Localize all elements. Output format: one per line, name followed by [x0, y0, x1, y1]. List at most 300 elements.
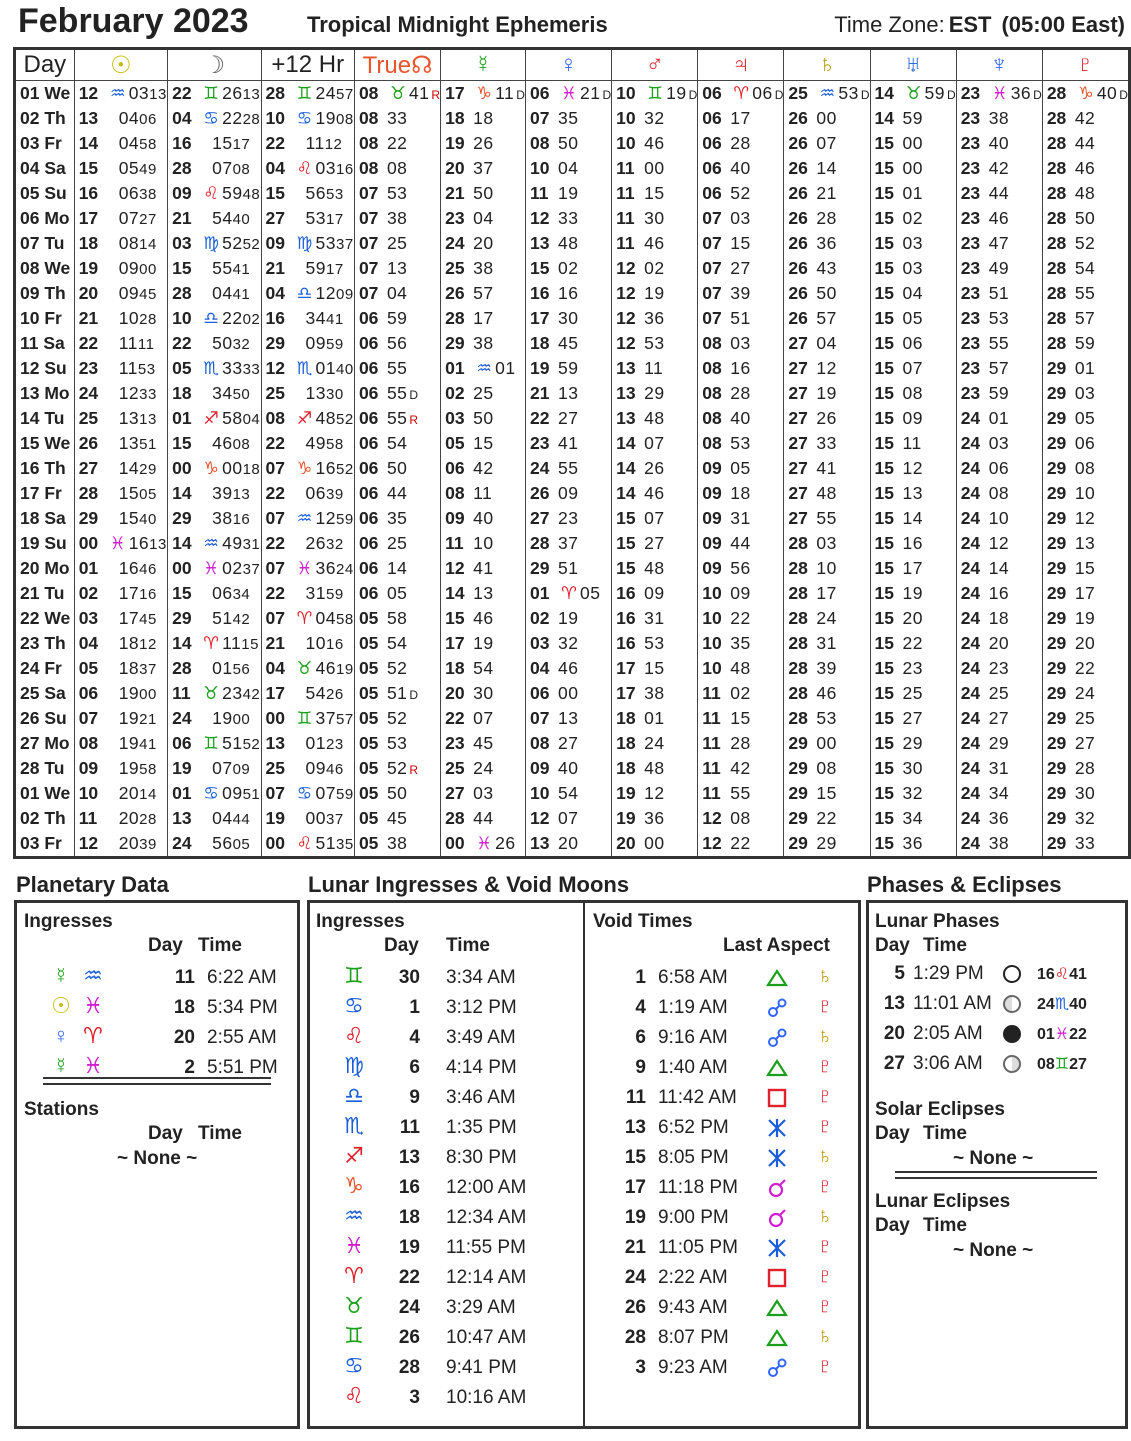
degree: 05 [358, 733, 379, 753]
position-cell [784, 831, 870, 858]
arc-minutes: 26 [644, 458, 665, 478]
ingress-day: 2 [184, 1057, 195, 1078]
zodiac-sign-icon: ♒ [819, 83, 836, 103]
arc-minutes: 14 [902, 508, 924, 528]
day-label: 03 Fr [20, 833, 62, 853]
position-cell [698, 556, 784, 581]
planet-icon: ♇ [816, 1113, 834, 1138]
lunar-ingress-row [340, 1143, 517, 1169]
degree: 18 [616, 733, 636, 753]
position-cell [74, 581, 167, 606]
position-cell [441, 781, 526, 806]
arc-minutes: 27 [988, 708, 1010, 728]
arc-minutes-seconds: 0441 [212, 283, 251, 303]
position-cell [870, 606, 956, 631]
arc-minutes: 42 [730, 758, 751, 778]
position-cell [74, 81, 167, 107]
degree: 06 [529, 683, 550, 703]
arc-minutes: 11 [495, 83, 515, 103]
ingress-time: 12:34 AM [446, 1207, 527, 1228]
arc-minutes: 12 [902, 458, 924, 478]
position-cell [168, 356, 261, 381]
day-label: 12 Su [20, 358, 67, 378]
position-cell [261, 806, 354, 831]
degree: 28 [1046, 158, 1067, 178]
arc-minutes: 06 [752, 83, 773, 103]
degree: 16 [78, 183, 99, 203]
arc-minutes: 55 [1074, 283, 1096, 303]
degree: 15 [172, 258, 192, 278]
arc-minutes: 02 [902, 208, 924, 228]
position-cell [1042, 181, 1129, 206]
degree: 09 [702, 483, 722, 503]
position-cell [956, 406, 1042, 431]
arc-minutes-seconds: 1505 [118, 483, 157, 503]
ingress-time: 10:47 AM [446, 1327, 527, 1348]
degree: 12 [702, 808, 722, 828]
ephemeris-row [15, 481, 1130, 506]
void-time: 11:05 PM [658, 1237, 738, 1258]
arc-minutes: 19 [473, 633, 494, 653]
degree: 14 [616, 458, 636, 478]
degree: 23 [960, 133, 981, 153]
arc-minutes: 07 [644, 508, 665, 528]
void-time: 6:52 PM [658, 1117, 729, 1138]
void-time: 9:43 AM [658, 1297, 728, 1318]
degree: 29 [1046, 433, 1067, 453]
ingress-day: 6 [409, 1057, 420, 1078]
degree: 15 [874, 708, 895, 728]
planet-ingresses-title: Ingresses [24, 911, 113, 932]
arc-minutes: 44 [386, 483, 408, 503]
lunar-eclipses-title: Lunar Eclipses [875, 1191, 1011, 1212]
phase-day: 20 [883, 1023, 905, 1044]
arc-minutes: 28 [730, 133, 751, 153]
position-cell [612, 81, 698, 107]
degree: 15 [874, 233, 895, 253]
day-label: 04 Sa [20, 158, 66, 178]
arc-minutes: 09 [730, 583, 751, 603]
ephemeris-row [15, 781, 1130, 806]
planet-icon: ♀ [52, 1023, 70, 1048]
arc-minutes-seconds: 0313 [128, 83, 167, 103]
day-label: 14 Tu [20, 408, 65, 428]
arc-minutes: 01 [902, 183, 924, 203]
arc-minutes: 25 [473, 383, 494, 403]
position-cell [168, 281, 261, 306]
station-marker: D [947, 88, 956, 102]
zodiac-sign-icon: ♊ [203, 733, 219, 753]
zodiac-sign-icon: ♊ [1054, 1056, 1070, 1073]
position-cell [74, 381, 167, 406]
arc-minutes: 28 [816, 208, 837, 228]
aspect [754, 1147, 800, 1169]
arc-minutes: 13 [557, 708, 579, 728]
zodiac-sign-icon: ♉ [203, 683, 219, 703]
degree: 15 [874, 183, 895, 203]
degree: 20 [445, 158, 465, 178]
arc-minutes: 50 [557, 133, 579, 153]
position-cell [698, 306, 784, 331]
arc-minutes-seconds: 1016 [305, 633, 344, 653]
degree: 10 [529, 783, 550, 803]
position-cell [354, 481, 440, 506]
position-cell [956, 431, 1042, 456]
degree: 11 [529, 183, 549, 203]
position-cell [168, 206, 261, 231]
position-cell [168, 481, 261, 506]
degree: 29 [788, 783, 808, 803]
position-cell [441, 731, 526, 756]
arc-minutes: 15 [730, 708, 751, 728]
position-cell [698, 256, 784, 281]
arc-minutes: 12 [988, 533, 1010, 553]
degree: 04 [529, 658, 550, 678]
arc-minutes-seconds: 1153 [118, 358, 156, 378]
degree: 12 [529, 808, 550, 828]
degree: 21 [172, 208, 192, 228]
position-cell [956, 681, 1042, 706]
degree: 01 [445, 358, 465, 378]
degree: 06 [702, 108, 722, 128]
degree: 24 [960, 433, 981, 453]
ingress-time: 8:30 PM [446, 1147, 517, 1168]
degree: 19 [265, 808, 285, 828]
degree: 06 [78, 683, 99, 703]
position-cell [612, 781, 698, 806]
zodiac-sign-icon: ♑ [476, 83, 492, 103]
position-cell [168, 306, 261, 331]
station-marker: D [860, 88, 870, 102]
position-cell [74, 431, 167, 456]
arc-minutes: 04 [473, 208, 494, 228]
degree: 15 [874, 508, 895, 528]
lunar-ingress-row [340, 1233, 526, 1259]
position-cell [784, 256, 870, 281]
position-cell [168, 731, 261, 756]
zodiac-sign-icon: ♏ [203, 358, 219, 378]
arc-minutes: 27 [557, 733, 579, 753]
degree: 27 [788, 508, 808, 528]
arc-minutes: 33 [1074, 833, 1096, 853]
position-cell [698, 656, 784, 681]
square-aspect-icon [766, 1267, 788, 1289]
arc-minutes-seconds: 1941 [118, 733, 157, 753]
degree: 27 [788, 333, 808, 353]
degree: 06 [358, 458, 379, 478]
degree: 06 [358, 308, 379, 328]
position-cell [698, 231, 784, 256]
phase-time: 1:29 PM [913, 963, 984, 984]
aspect [754, 967, 800, 989]
zodiac-sign-icon: ♉ [390, 83, 406, 103]
zodiac-sign-icon: ♋ [203, 783, 219, 803]
arc-minutes: 57 [988, 358, 1010, 378]
degree: 22 [265, 533, 285, 553]
arc-minutes-seconds: 2613 [222, 83, 261, 103]
ingress-day: 19 [398, 1237, 420, 1258]
degree: 28 [172, 158, 192, 178]
arc-minutes: 42 [1074, 108, 1096, 128]
arc-minutes: 16 [557, 283, 579, 303]
last-aspect-header: Last Aspect [723, 935, 830, 956]
position-cell [441, 581, 526, 606]
arc-minutes: 51 [386, 683, 408, 703]
position-cell [612, 431, 698, 456]
arc-minutes: 54 [386, 433, 408, 453]
arc-minutes: 54 [473, 658, 494, 678]
arc-minutes: 08 [730, 808, 751, 828]
position-cell [612, 156, 698, 181]
degree: 28 [788, 583, 808, 603]
position-cell [525, 256, 611, 281]
degree: 15 [874, 658, 895, 678]
zodiac-sign-icon: ♊ [344, 1323, 364, 1348]
degree: 05 [358, 783, 379, 803]
degree: 15 [616, 558, 636, 578]
arc-minutes: 47 [988, 233, 1010, 253]
position-cell [1042, 431, 1129, 456]
station-marker: R [409, 413, 419, 427]
degree: 10 [702, 608, 722, 628]
arc-minutes: 17 [473, 308, 494, 328]
planet-icon: ♇ [816, 1293, 834, 1318]
position-cell [784, 306, 870, 331]
arc-minutes: 53 [816, 708, 837, 728]
ingress-day: 18 [173, 997, 195, 1018]
zodiac-sign-icon: ♓ [344, 1233, 364, 1258]
arc-minutes: 11 [644, 358, 664, 378]
void-time-row [610, 993, 850, 1019]
position-cell [784, 581, 870, 606]
arc-minutes: 48 [644, 408, 665, 428]
degree: 15 [874, 808, 895, 828]
phase-degree: 24 [1037, 996, 1055, 1013]
position-cell [956, 781, 1042, 806]
position-cell [168, 781, 261, 806]
degree: 24 [960, 583, 981, 603]
degree: 29 [1046, 583, 1067, 603]
degree: 11 [702, 783, 721, 803]
arc-minutes-seconds: 3159 [305, 583, 344, 603]
degree: 07 [702, 208, 722, 228]
time-zone-offset: (05:00 East) [1001, 12, 1125, 37]
arc-minutes: 32 [902, 783, 924, 803]
position-cell [870, 506, 956, 531]
column-header: ♄ [784, 49, 870, 81]
degree: 29 [172, 508, 192, 528]
degree: 15 [874, 258, 895, 278]
position-cell [784, 156, 870, 181]
station-marker: D [516, 88, 525, 102]
degree: 24 [960, 833, 981, 853]
zodiac-sign-icon: ♋ [296, 108, 313, 128]
planet-icon: ♄ [816, 963, 834, 988]
arc-minutes-seconds: 1313 [118, 408, 157, 428]
position-cell [74, 731, 167, 756]
arc-minutes: 57 [816, 308, 837, 328]
position-cell [698, 131, 784, 156]
position-cell [956, 231, 1042, 256]
position-cell [870, 406, 956, 431]
position-cell [74, 181, 167, 206]
planet-icon: ♄ [816, 1143, 834, 1168]
lunar-phase-row [877, 1023, 1087, 1045]
lunar-ingress-row [340, 993, 517, 1019]
arc-minutes: 35 [730, 633, 751, 653]
position-cell [784, 206, 870, 231]
degree: 29 [788, 808, 808, 828]
position-cell [1042, 556, 1129, 581]
arc-minutes-seconds: 1900 [212, 708, 251, 728]
position-cell [784, 531, 870, 556]
degree: 26 [788, 133, 808, 153]
degree: 23 [445, 208, 465, 228]
planet-icon: ☿ [52, 1053, 70, 1078]
position-cell [168, 531, 261, 556]
degree: 28 [788, 608, 808, 628]
zodiac-sign-icon: ♈ [203, 633, 219, 653]
ephemeris-row [15, 206, 1130, 231]
arc-minutes: 29 [988, 733, 1010, 753]
position-cell [261, 681, 354, 706]
arc-minutes-seconds: 1233 [118, 383, 157, 403]
void-day: 26 [624, 1297, 646, 1318]
position-cell [1042, 156, 1129, 181]
position-cell [261, 281, 354, 306]
arc-minutes-seconds: 1652 [315, 458, 354, 478]
phase-position [1037, 966, 1087, 983]
degree: 28 [1046, 258, 1067, 278]
position-cell [74, 656, 167, 681]
degree: 14 [78, 133, 99, 153]
arc-minutes: 50 [1074, 208, 1096, 228]
zodiac-sign-icon: ♒ [83, 963, 103, 988]
position-cell [870, 231, 956, 256]
position-cell [1042, 581, 1129, 606]
position-cell [525, 356, 611, 381]
position-cell [525, 381, 611, 406]
lunar-phase-row [877, 963, 1087, 985]
degree: 24 [445, 233, 465, 253]
arc-minutes-seconds: 0759 [315, 783, 354, 803]
arc-minutes-seconds: 5317 [305, 208, 344, 228]
arc-minutes: 52 [386, 658, 408, 678]
position-cell [261, 656, 354, 681]
position-cell [612, 381, 698, 406]
void-day: 17 [624, 1177, 646, 1198]
degree: 29 [1046, 483, 1067, 503]
aspect [754, 1327, 800, 1349]
zodiac-sign-icon: ♓ [203, 558, 219, 578]
degree: 10 [616, 108, 636, 128]
degree: 14 [172, 483, 192, 503]
position-cell [74, 631, 167, 656]
degree: 29 [1046, 408, 1067, 428]
degree: 18 [616, 758, 636, 778]
degree: 24 [960, 408, 981, 428]
arc-minutes: 06 [1074, 433, 1096, 453]
day-label: 09 Th [20, 283, 66, 303]
degree: 05 [358, 633, 379, 653]
ephemeris-row [15, 656, 1130, 681]
column-header: ☉ [74, 49, 167, 81]
degree: 11 [616, 158, 635, 178]
arc-minutes: 55 [730, 783, 751, 803]
degree: 23 [529, 433, 550, 453]
position-cell [612, 406, 698, 431]
zodiac-sign-icon: ♓ [83, 993, 103, 1018]
arc-minutes: 02 [557, 258, 579, 278]
arc-minutes: 05 [579, 583, 601, 603]
arc-minutes-seconds: 5605 [212, 833, 251, 853]
arc-minutes: 11 [473, 483, 493, 503]
lunar-ingress-row [340, 1023, 516, 1049]
position-cell [441, 481, 526, 506]
degree: 07 [529, 108, 550, 128]
degree: 10 [702, 658, 722, 678]
planet-ingress-row [47, 1053, 278, 1079]
stations-none: ~ None ~ [117, 1148, 198, 1169]
arc-minutes-seconds: 3816 [212, 508, 251, 528]
arc-minutes: 59 [386, 308, 408, 328]
phase-minutes: 40 [1069, 996, 1087, 1013]
aspect [754, 1237, 800, 1259]
arc-minutes: 08 [816, 758, 837, 778]
degree: 29 [1046, 358, 1067, 378]
position-cell [74, 406, 167, 431]
arc-minutes: 05 [902, 308, 924, 328]
degree: 14 [616, 483, 636, 503]
phase-time: 2:05 AM [913, 1023, 983, 1044]
degree: 07 [358, 233, 379, 253]
degree: 06 [358, 533, 379, 553]
position-cell [870, 781, 956, 806]
degree: 27 [445, 783, 465, 803]
day-label: 15 We [20, 433, 71, 453]
lunar-ingress-row [340, 1353, 517, 1379]
degree: 15 [616, 508, 636, 528]
position-cell [870, 81, 956, 107]
ingress-time: 3:12 PM [446, 997, 517, 1018]
arc-minutes-seconds: 5653 [305, 183, 344, 203]
position-cell [74, 306, 167, 331]
degree: 15 [874, 633, 895, 653]
arc-minutes: 52 [386, 758, 408, 778]
day-label: 25 Sa [20, 683, 66, 703]
arc-minutes: 10 [1074, 483, 1096, 503]
arc-minutes: 10 [473, 533, 494, 553]
arc-minutes-seconds: 1900 [118, 683, 157, 703]
degree: 15 [265, 183, 285, 203]
day-label: 27 Mo [20, 733, 70, 753]
zodiac-sign-icon: ♏ [1054, 996, 1070, 1013]
zodiac-sign-icon: ♏ [296, 358, 313, 378]
station-marker: D [409, 388, 419, 402]
arc-minutes: 46 [644, 133, 665, 153]
position-cell [525, 306, 611, 331]
degree: 04 [265, 283, 285, 303]
zodiac-sign-icon: ♌ [296, 158, 313, 178]
position-cell [74, 206, 167, 231]
position-cell [1042, 356, 1129, 381]
position-cell [698, 781, 784, 806]
position-cell [441, 681, 526, 706]
arc-minutes-seconds: 4852 [315, 408, 354, 428]
arc-minutes: 50 [473, 183, 494, 203]
void-time-row [610, 1263, 850, 1289]
degree: 15 [874, 683, 895, 703]
